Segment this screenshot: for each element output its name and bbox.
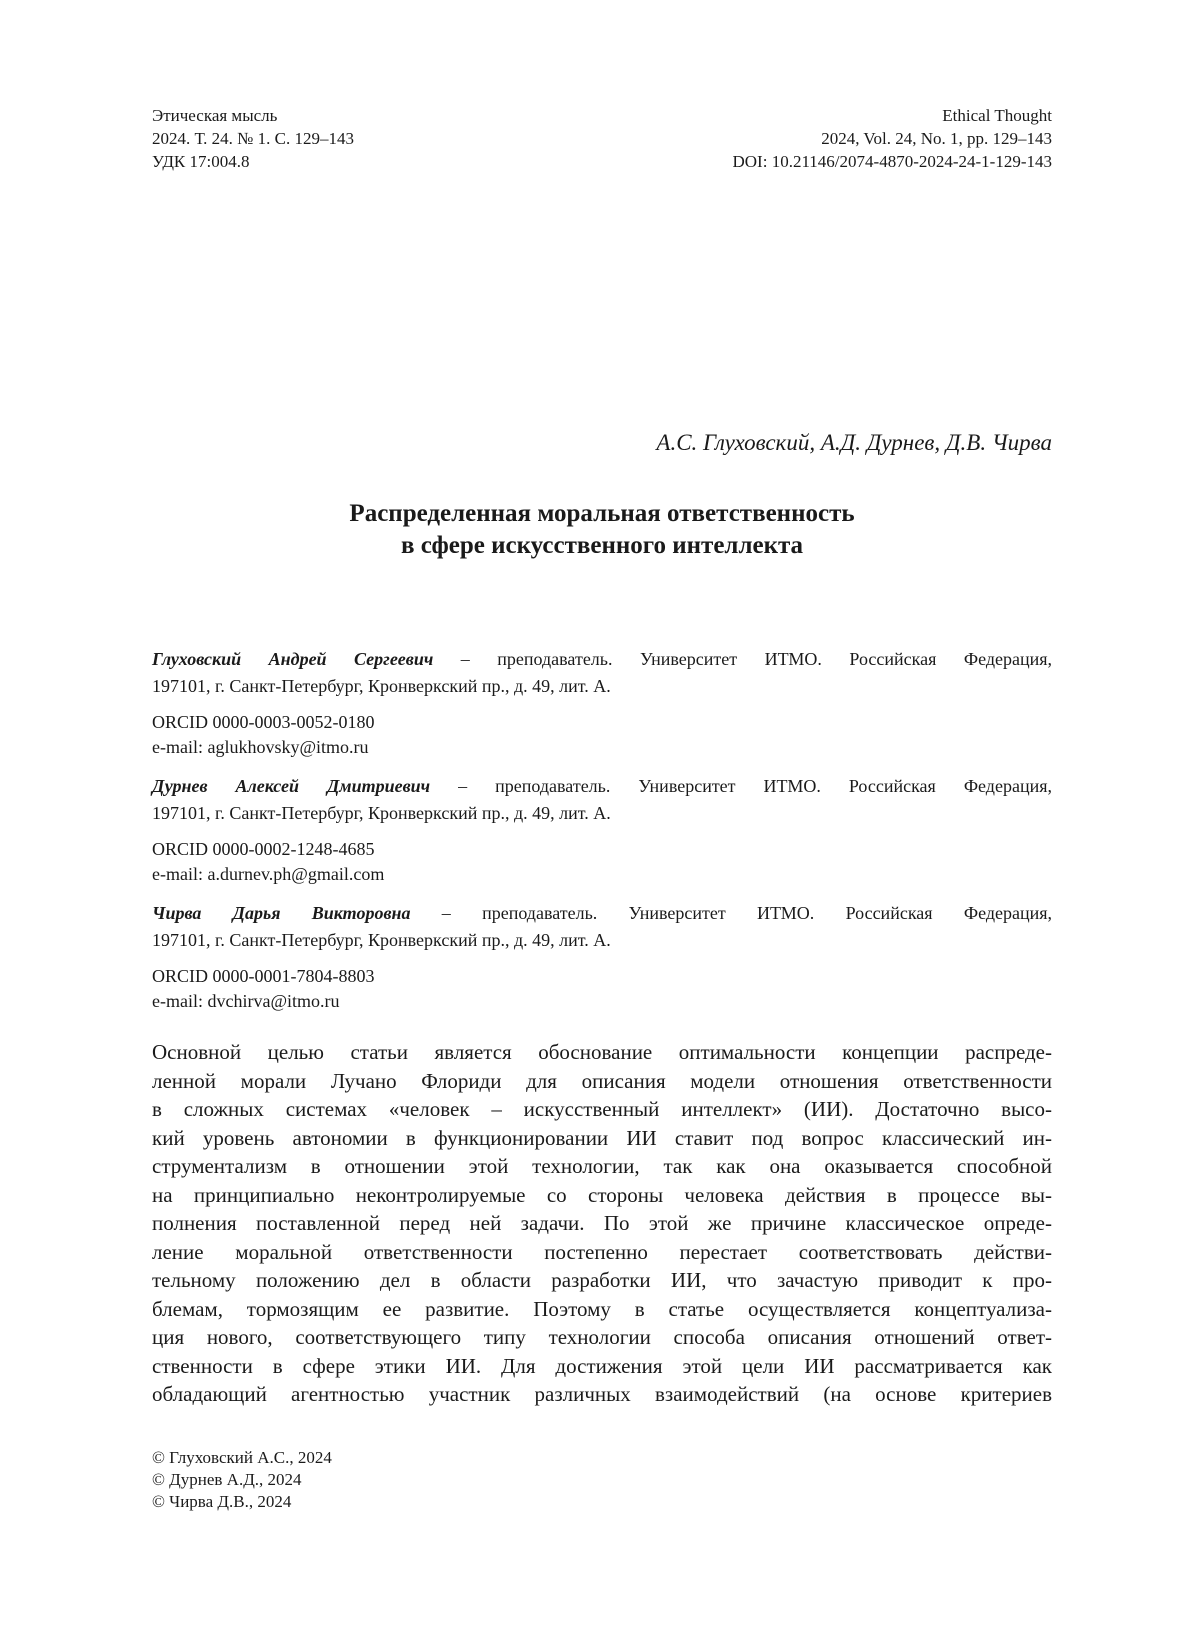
article-title	[152, 498, 1052, 562]
affiliation-line-2: 197101, г. Санкт-Петербург, Кронверкский пр., д. 49, лит. А.	[152, 930, 611, 950]
abstract-line: полнения поставленной перед ней задачи. По этой же причине классическое опреде-	[152, 1211, 1052, 1235]
copyright-line: © Дурнев А.Д., 2024	[152, 1470, 302, 1489]
issue-ru: 2024. Т. 24. № 1. С. 129–143	[152, 129, 354, 148]
copyright-block	[152, 1447, 332, 1513]
doi: DOI: 10.21146/2074-4870-2024-24-1-129-143	[732, 152, 1052, 171]
author-info-3	[152, 900, 1052, 1014]
abstract-line: блемам, тормозящим ее развитие. Поэтому в статье осуществляется концептуализа-	[152, 1296, 1052, 1321]
author-info-2	[152, 773, 1052, 887]
affiliation-line-1: – преподаватель. Университет ИТМО. Российская Федерация,	[430, 776, 1052, 796]
author-affiliation	[152, 773, 1052, 800]
email-link[interactable]: e-mail: dvchirva@itmo.ru	[152, 991, 340, 1011]
abstract-line: в сложных системах «человек – искусственный интеллект» (ИИ). Достаточно высо-	[152, 1097, 1052, 1121]
author-name: Дурнев Алексей Дмитриевич	[152, 776, 431, 796]
udk: УДК 17:004.8	[152, 152, 250, 171]
affiliation-line-1: – преподаватель. Университет ИТМО. Российская Федерация,	[410, 903, 1053, 923]
author-affiliation	[152, 646, 1052, 673]
author-affiliation	[152, 900, 1052, 927]
orcid: ORCID 0000-0002-1248-4685	[152, 839, 375, 859]
title-line-2: в сфере искусственного интеллекта	[400, 532, 804, 559]
copyright-line: © Чирва Д.В., 2024	[152, 1492, 292, 1511]
header-left	[152, 104, 354, 173]
abstract-line: на принципиально неконтролируемые со стороны человека действия в процессе вы-	[152, 1182, 1052, 1207]
abstract-line: тельному положению дел в области разработки ИИ, что зачастую приводит к про-	[152, 1268, 1052, 1292]
journal-name-en: Ethical Thought	[942, 106, 1052, 125]
abstract-line: ция нового, соответствующего типу технологии способа описания отношений ответ-	[152, 1325, 1052, 1349]
email-link[interactable]: e-mail: a.durnev.ph@gmail.com	[152, 864, 385, 884]
authors-line: А.С. Глуховский, А.Д. Дурнев, Д.В. Чирва	[656, 430, 1052, 455]
affiliation-line-2: 197101, г. Санкт-Петербург, Кронверкский пр., д. 49, лит. А.	[152, 676, 611, 696]
abstract-line: струментализм в отношении этой технологии, так как она оказывается способной	[152, 1154, 1052, 1178]
affiliation-line-2: 197101, г. Санкт-Петербург, Кронверкский пр., д. 49, лит. А.	[152, 803, 611, 823]
abstract-line: Основной целью статьи является обоснование оптимальности концепции распреде-	[152, 1040, 1052, 1064]
abstract-line: кий уровень автономии в функционировании ИИ ставит под вопрос классический ин-	[152, 1125, 1052, 1150]
email-link[interactable]: e-mail: aglukhovsky@itmo.ru	[152, 737, 369, 757]
author-name: Чирва Дарья Викторовна	[152, 903, 411, 923]
journal-name-ru: Этическая мысль	[152, 106, 278, 125]
author-ids	[152, 710, 1052, 760]
abstract-line: ственности в сфере этики ИИ. Для достижения этой цели ИИ рассматривается как	[152, 1353, 1052, 1378]
author-ids	[152, 837, 1052, 887]
header-right	[733, 104, 1053, 173]
issue-en: 2024, Vol. 24, No. 1, pp. 129–143	[821, 129, 1052, 148]
title-line-1: Распределенная моральная ответственность	[349, 500, 855, 527]
author-name: Глуховский Андрей Сергеевич	[152, 649, 434, 669]
author-ids	[152, 964, 1052, 1014]
author-info-1	[152, 646, 1052, 760]
affiliation-line-1: – преподаватель. Университет ИТМО. Российская Федерация,	[433, 649, 1053, 669]
abstract-line: ленной морали Лучано Флориди для описания модели отношения ответственности	[152, 1068, 1052, 1093]
copyright-line: © Глуховский А.С., 2024	[152, 1448, 332, 1467]
orcid: ORCID 0000-0003-0052-0180	[152, 712, 375, 732]
abstract-line: обладающий агентностью участник различных взаимодействий (на основе критериев	[152, 1382, 1052, 1406]
abstract	[152, 1038, 1052, 1409]
orcid: ORCID 0000-0001-7804-8803	[152, 966, 375, 986]
abstract-line: ление моральной ответственности постепенно перестает соответствовать действи-	[152, 1239, 1052, 1264]
